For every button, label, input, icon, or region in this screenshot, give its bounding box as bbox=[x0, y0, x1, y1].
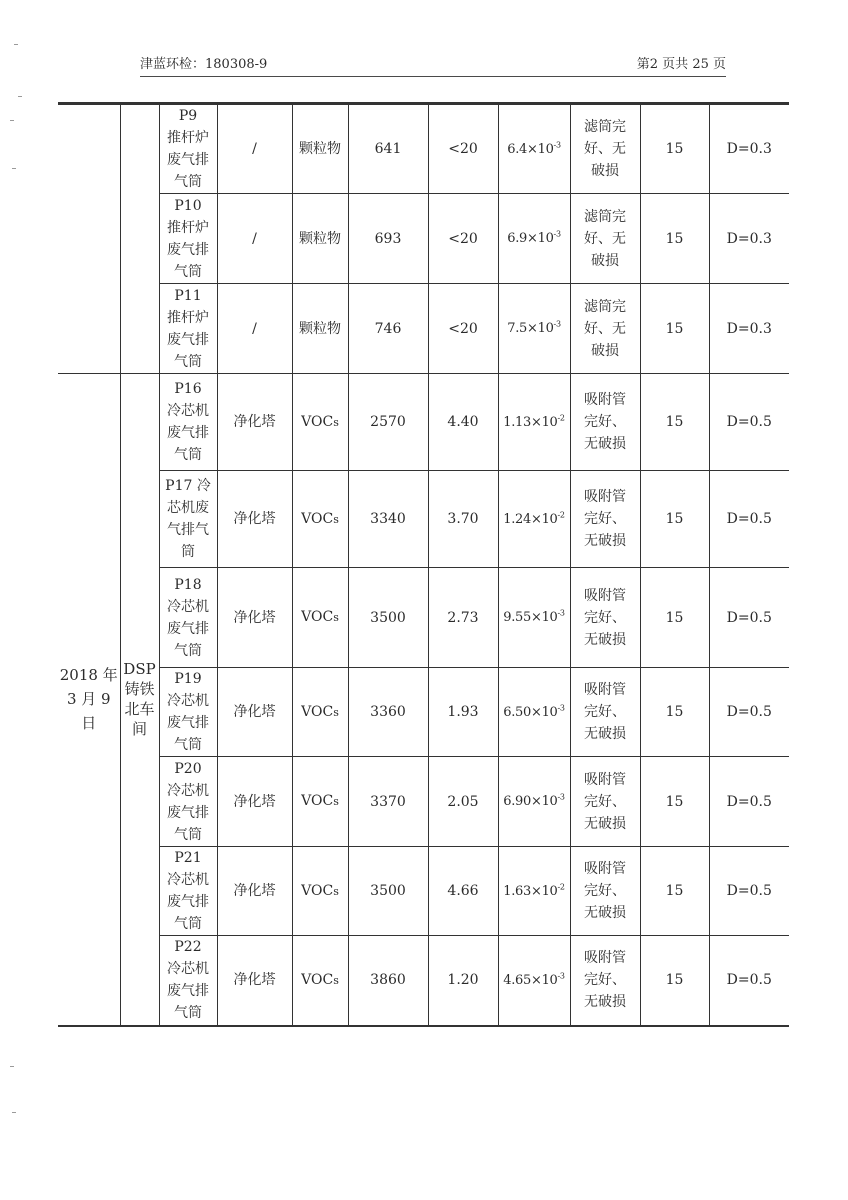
stack-height-cell: 15 bbox=[640, 668, 709, 757]
emission-rate bbox=[503, 610, 564, 625]
treatment-facility-cell: 净化塔 bbox=[217, 471, 292, 568]
stack-diameter-cell: D=0.5 bbox=[709, 471, 789, 568]
emission-rate-cell bbox=[498, 104, 570, 194]
emission-rate bbox=[503, 973, 564, 988]
pollutant-suffix: s bbox=[333, 415, 339, 429]
facility-status-cell: 吸附管 完好、 无破损 bbox=[570, 568, 640, 668]
workshop-cell: DSP 铸铁 北车 间 bbox=[120, 374, 159, 1026]
treatment-facility-cell: 净化塔 bbox=[217, 668, 292, 757]
treatment-facility-cell: 净化塔 bbox=[217, 374, 292, 471]
emission-rate-exponent: -3 bbox=[557, 703, 565, 713]
facility-status-cell: 吸附管 完好、 无破损 bbox=[570, 668, 640, 757]
outlet-cell: P16 冷芯机 废气排 气筒 bbox=[159, 374, 217, 471]
page-number: 第2 页共 25 页 bbox=[636, 57, 726, 72]
facility-status-cell: 吸附管 完好、 无破损 bbox=[570, 374, 640, 471]
treatment-facility-cell: 净化塔 bbox=[217, 757, 292, 847]
emission-rate-cell bbox=[498, 847, 570, 936]
emission-rate-exponent: -3 bbox=[557, 971, 565, 981]
pollutant-name: VOC bbox=[301, 882, 334, 899]
emission-rate bbox=[503, 705, 564, 720]
stack-height-cell: 15 bbox=[640, 104, 709, 194]
table-row bbox=[58, 668, 789, 757]
pollutant-cell bbox=[292, 568, 348, 668]
pollutant-name: VOC bbox=[301, 971, 334, 988]
page-header bbox=[140, 54, 726, 77]
stack-height-cell: 15 bbox=[640, 471, 709, 568]
treatment-facility-cell: / bbox=[217, 284, 292, 374]
emission-rate-exponent: -2 bbox=[557, 882, 565, 892]
pollutant-suffix: s bbox=[333, 884, 339, 898]
scan-artifact bbox=[10, 120, 14, 121]
emission-rate-exponent: -3 bbox=[553, 319, 561, 329]
pollutant-name: VOC bbox=[301, 510, 334, 527]
pollutant-suffix: s bbox=[333, 973, 339, 987]
concentration-cell: 3.70 bbox=[428, 471, 498, 568]
treatment-facility-cell: / bbox=[217, 194, 292, 284]
emission-rate-mantissa: 6.50×10 bbox=[503, 704, 558, 720]
stack-diameter-cell: D=0.3 bbox=[709, 194, 789, 284]
table-row bbox=[58, 104, 789, 194]
scan-artifact bbox=[14, 44, 18, 45]
emission-rate-cell bbox=[498, 936, 570, 1026]
emission-rate bbox=[503, 512, 564, 527]
stack-diameter-cell: D=0.5 bbox=[709, 668, 789, 757]
outlet-cell: P21 冷芯机 废气排 气筒 bbox=[159, 847, 217, 936]
flow-rate-cell: 3340 bbox=[348, 471, 428, 568]
table-row bbox=[58, 194, 789, 284]
scan-artifact bbox=[18, 96, 22, 97]
table-row bbox=[58, 568, 789, 668]
stack-height-cell: 15 bbox=[640, 374, 709, 471]
outlet-cell: P20 冷芯机 废气排 气筒 bbox=[159, 757, 217, 847]
flow-rate-cell: 3360 bbox=[348, 668, 428, 757]
sampling-date-cell: 2018 年 3 月 9 日 bbox=[58, 374, 120, 1026]
stack-diameter-cell: D=0.3 bbox=[709, 104, 789, 194]
table-row bbox=[58, 847, 789, 936]
pollutant-suffix: s bbox=[333, 512, 339, 526]
flow-rate-cell: 641 bbox=[348, 104, 428, 194]
facility-status-cell: 滤筒完 好、无 破损 bbox=[570, 284, 640, 374]
facility-status-cell: 吸附管 完好、 无破损 bbox=[570, 471, 640, 568]
outlet-cell: P9 推杆炉 废气排 气筒 bbox=[159, 104, 217, 194]
emission-rate-mantissa: 1.13×10 bbox=[503, 414, 558, 430]
facility-status-cell: 滤筒完 好、无 破损 bbox=[570, 104, 640, 194]
pollutant-cell bbox=[292, 847, 348, 936]
pollutant-cell bbox=[292, 668, 348, 757]
concentration-cell: <20 bbox=[428, 194, 498, 284]
emission-rate-mantissa: 1.24×10 bbox=[503, 511, 558, 527]
facility-status-cell: 吸附管 完好、 无破损 bbox=[570, 757, 640, 847]
concentration-cell: <20 bbox=[428, 104, 498, 194]
pollutant-suffix: s bbox=[333, 795, 339, 808]
pollutant-suffix: s bbox=[333, 611, 339, 624]
pollutant-cell: 颗粒物 bbox=[292, 104, 348, 194]
emission-rate-exponent: -3 bbox=[553, 229, 561, 239]
flow-rate-cell: 3370 bbox=[348, 757, 428, 847]
pollutant-name: VOC bbox=[301, 413, 334, 430]
scan-artifact bbox=[12, 1112, 16, 1113]
stack-diameter-cell: D=0.5 bbox=[709, 847, 789, 936]
flow-rate-cell: 3500 bbox=[348, 847, 428, 936]
treatment-facility-cell: 净化塔 bbox=[217, 568, 292, 668]
stack-height-cell: 15 bbox=[640, 194, 709, 284]
concentration-cell: 4.66 bbox=[428, 847, 498, 936]
emission-rate-mantissa: 4.65×10 bbox=[503, 972, 558, 988]
stack-height-cell: 15 bbox=[640, 568, 709, 668]
outlet-cell: P22 冷芯机 废气排 气筒 bbox=[159, 936, 217, 1026]
pollutant-cell bbox=[292, 757, 348, 847]
emission-rate-mantissa: 7.5×10 bbox=[507, 321, 554, 336]
emission-rate-exponent: -2 bbox=[557, 413, 565, 423]
stack-height-cell: 15 bbox=[640, 936, 709, 1026]
emission-rate-exponent: -3 bbox=[557, 792, 565, 802]
table-row bbox=[58, 757, 789, 847]
flow-rate-cell: 746 bbox=[348, 284, 428, 374]
scan-artifact bbox=[10, 1066, 14, 1067]
date-cell bbox=[58, 104, 120, 374]
emission-rate bbox=[507, 142, 561, 157]
outlet-cell: P18 冷芯机 废气排 气筒 bbox=[159, 568, 217, 668]
stack-height-cell: 15 bbox=[640, 847, 709, 936]
outlet-cell: P10 推杆炉 废气排 气筒 bbox=[159, 194, 217, 284]
outlet-cell: P19 冷芯机 废气排 气筒 bbox=[159, 668, 217, 757]
pollutant-cell bbox=[292, 936, 348, 1026]
emission-rate bbox=[507, 321, 561, 336]
pollutant-cell: 颗粒物 bbox=[292, 194, 348, 284]
emission-rate-cell bbox=[498, 568, 570, 668]
stack-diameter-cell: D=0.5 bbox=[709, 568, 789, 668]
stack-height-cell: 15 bbox=[640, 757, 709, 847]
stack-diameter-cell: D=0.5 bbox=[709, 374, 789, 471]
outlet-cell: P17 冷 芯机废 气排气 筒 bbox=[159, 471, 217, 568]
emission-rate bbox=[503, 415, 564, 430]
facility-status-cell: 吸附管 完好、 无破损 bbox=[570, 936, 640, 1026]
emission-rate-exponent: -3 bbox=[557, 608, 565, 618]
emission-rate-mantissa: 6.9×10 bbox=[507, 231, 554, 246]
table-row bbox=[58, 936, 789, 1026]
pollutant-name: VOC bbox=[301, 703, 334, 720]
flow-rate-cell: 3860 bbox=[348, 936, 428, 1026]
concentration-cell: 2.73 bbox=[428, 568, 498, 668]
treatment-facility-cell: 净化塔 bbox=[217, 936, 292, 1026]
emission-rate-mantissa: 6.90×10 bbox=[503, 794, 558, 809]
emission-rate-cell bbox=[498, 471, 570, 568]
table-row bbox=[58, 284, 789, 374]
stack-diameter-cell: D=0.5 bbox=[709, 936, 789, 1026]
outlet-cell: P11 推杆炉 废气排 气筒 bbox=[159, 284, 217, 374]
scan-artifact bbox=[12, 168, 16, 169]
emission-rate-cell bbox=[498, 284, 570, 374]
emission-rate bbox=[503, 884, 564, 899]
emission-rate-cell bbox=[498, 668, 570, 757]
emission-rate-exponent: -3 bbox=[553, 140, 561, 150]
table-body bbox=[58, 104, 789, 1026]
stack-diameter-cell: D=0.3 bbox=[709, 284, 789, 374]
flow-rate-cell: 693 bbox=[348, 194, 428, 284]
table-row bbox=[58, 374, 789, 471]
flow-rate-cell: 3500 bbox=[348, 568, 428, 668]
flow-rate-cell: 2570 bbox=[348, 374, 428, 471]
stack-diameter-cell: D=0.5 bbox=[709, 757, 789, 847]
treatment-facility-cell: / bbox=[217, 104, 292, 194]
emission-rate-cell bbox=[498, 757, 570, 847]
pollutant-name: VOC bbox=[301, 793, 334, 809]
report-number: 津蓝环检：180308-9 bbox=[140, 57, 268, 72]
emission-rate-exponent: -2 bbox=[557, 510, 565, 520]
emission-rate-mantissa: 1.63×10 bbox=[503, 883, 558, 899]
workshop-cell bbox=[120, 104, 159, 374]
pollutant-suffix: s bbox=[333, 705, 339, 719]
concentration-cell: 4.40 bbox=[428, 374, 498, 471]
emission-rate-cell bbox=[498, 194, 570, 284]
concentration-cell: <20 bbox=[428, 284, 498, 374]
pollutant-cell bbox=[292, 471, 348, 568]
stack-height-cell: 15 bbox=[640, 284, 709, 374]
emission-rate-mantissa: 9.55×10 bbox=[503, 610, 558, 625]
facility-status-cell: 滤筒完 好、无 破损 bbox=[570, 194, 640, 284]
concentration-cell: 1.93 bbox=[428, 668, 498, 757]
emission-rate-cell bbox=[498, 374, 570, 471]
treatment-facility-cell: 净化塔 bbox=[217, 847, 292, 936]
pollutant-name: VOC bbox=[301, 609, 334, 625]
table-row bbox=[58, 471, 789, 568]
pollutant-cell: 颗粒物 bbox=[292, 284, 348, 374]
pollutant-cell bbox=[292, 374, 348, 471]
emission-rate-mantissa: 6.4×10 bbox=[507, 141, 554, 157]
concentration-cell: 2.05 bbox=[428, 757, 498, 847]
emission-table bbox=[58, 102, 789, 1027]
concentration-cell: 1.20 bbox=[428, 936, 498, 1026]
facility-status-cell: 吸附管 完好、 无破损 bbox=[570, 847, 640, 936]
emission-rate bbox=[507, 231, 561, 246]
emission-rate bbox=[503, 794, 564, 809]
